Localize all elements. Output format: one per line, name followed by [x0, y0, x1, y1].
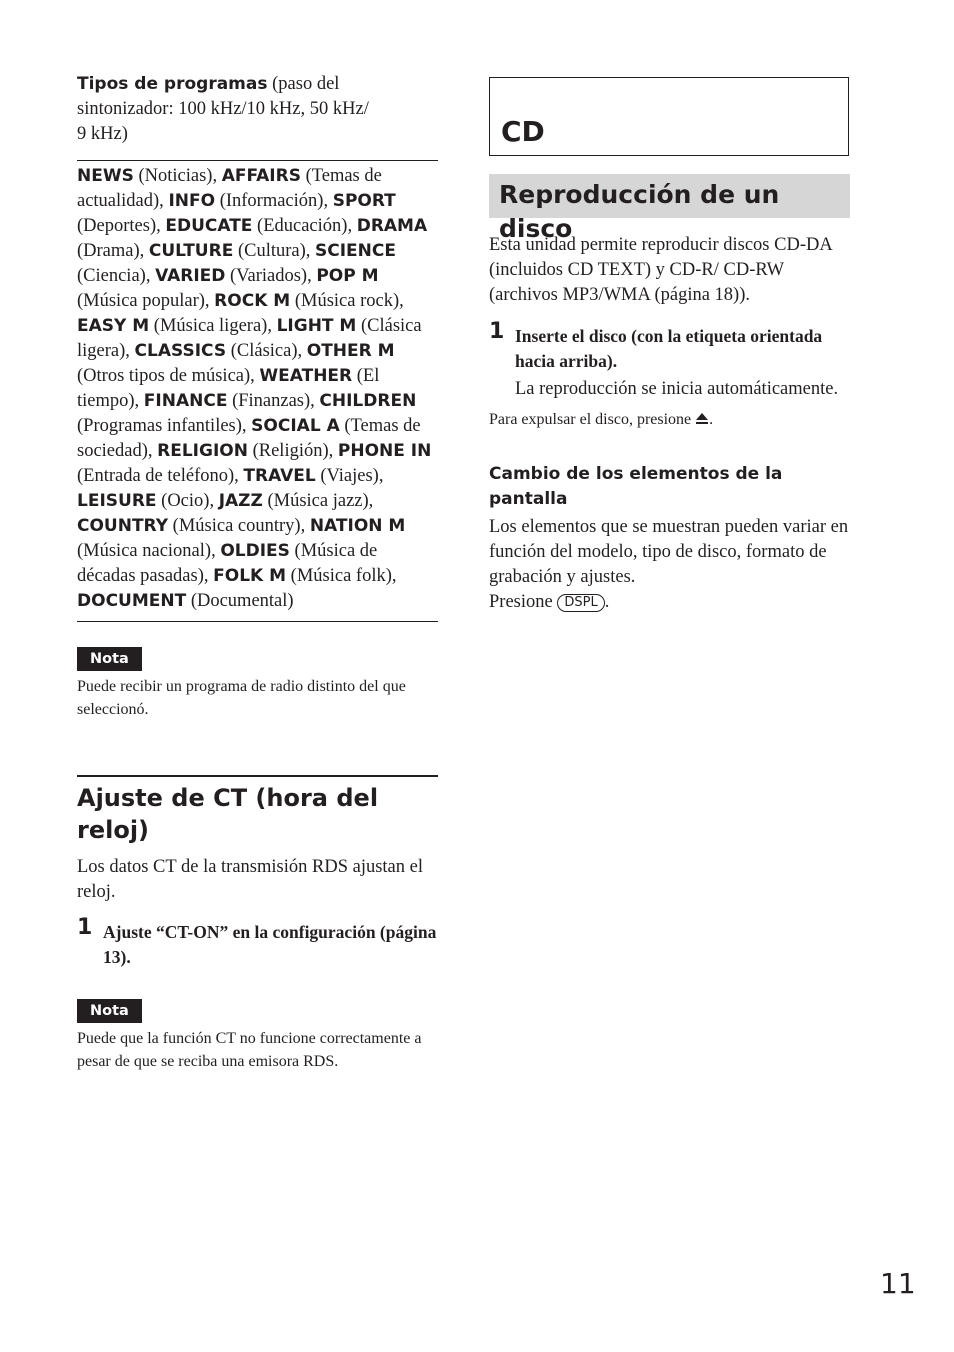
nota-block-2 [77, 999, 438, 1073]
program-type-name: COUNTRY [77, 516, 169, 536]
program-type-list [77, 161, 438, 621]
program-type-name: SPORT [332, 191, 396, 211]
program-type-description: (Música country), [168, 516, 310, 536]
right-column [489, 77, 851, 615]
step-number: 1 [77, 915, 93, 940]
program-type-name: EDUCATE [165, 216, 253, 236]
eject-note-end: . [709, 411, 714, 428]
tuner-step-values-end: 9 kHz) [77, 124, 128, 144]
program-type-name: RELIGION [157, 441, 248, 461]
program-type-name: TRAVEL [243, 466, 316, 486]
program-type-name: CHILDREN [319, 391, 417, 411]
program-type-name: SCIENCE [315, 241, 396, 261]
program-type-description: (Programas infantiles), [77, 416, 252, 436]
playback-intro: Esta unidad permite reproducir discos CD-DA (incluidos CD TEXT) y CD-R/ CD-RW (archivos MP3/WMA (página 18)). [489, 235, 832, 305]
program-type-name: EASY M [77, 316, 150, 336]
program-type-name: OTHER M [306, 341, 395, 361]
program-type-description: (Música ligera), [149, 316, 277, 336]
program-type-description: (Música rock), [290, 291, 404, 311]
program-type-description: (Drama), [77, 241, 149, 261]
program-type-name: POP M [316, 266, 379, 286]
program-types-heading: Tipos de programas [77, 74, 268, 94]
program-type-description: (Música folk), [286, 566, 397, 586]
ct-step-1 [77, 915, 438, 970]
left-column [77, 70, 438, 1073]
program-type-name: VARIED [155, 266, 226, 286]
playback-step-1 [489, 319, 851, 402]
nota-text: Puede recibir un programa de radio distinto del que seleccionó. [77, 678, 406, 718]
program-type-name: FINANCE [143, 391, 228, 411]
step-instruction: Ajuste “CT-ON” en la configuración (página 13). [103, 922, 437, 967]
section-band [489, 174, 850, 243]
dspl-key: DSPL [557, 594, 604, 612]
subsection-heading: Cambio de los elementos de la pantalla [489, 463, 783, 509]
ct-section [77, 775, 438, 970]
program-type-description: (Entrada de teléfono), [77, 466, 244, 486]
program-type-name: OLDIES [220, 541, 290, 561]
press-end: . [604, 591, 610, 612]
divider-bottom [77, 621, 438, 622]
program-type-name: JAZZ [218, 491, 263, 511]
eject-icon [695, 413, 709, 425]
program-type-name: CLASSICS [134, 341, 227, 361]
program-type-description: (Finanzas), [227, 391, 320, 411]
tuner-step-values: sintonizador: 100 kHz/10 kHz, 50 kHz/ [77, 99, 369, 119]
nota-label: Nota [77, 999, 142, 1023]
program-type-description: (Música popular), [77, 291, 215, 311]
program-type-description: (El tiempo), [77, 366, 380, 411]
section-title-playback: Reproducción de un disco [499, 180, 780, 243]
program-type-description: (Información), [215, 191, 333, 211]
program-type-name: AFFAIRS [221, 166, 301, 186]
program-type-description: (Ciencia), [77, 266, 156, 286]
program-type-name: CULTURE [148, 241, 234, 261]
eject-note-text: Para expulsar el disco, presione [489, 411, 696, 428]
program-type-description: (Clásica), [226, 341, 307, 361]
program-type-name: LIGHT M [276, 316, 357, 336]
program-type-name: DOCUMENT [77, 591, 187, 611]
display-press-line [489, 590, 851, 615]
program-type-description: (Temas de sociedad), [77, 416, 421, 461]
program-type-description: (Variados), [225, 266, 317, 286]
program-type-name: SOCIAL A [251, 416, 340, 436]
program-type-description: (Viajes), [315, 466, 384, 486]
program-type-description: (Educación), [252, 216, 357, 236]
ct-intro: Los datos CT de la transmisión RDS ajustan el reloj. [77, 857, 423, 902]
program-types-intro [77, 70, 438, 147]
program-type-description: (Ocio), [156, 491, 219, 511]
step-result: La reproducción se inicia automáticamente. [515, 379, 839, 399]
display-text: Los elementos que se muestran pueden variar en función del modelo, tipo de disco, formato de grabación y ajustes. [489, 516, 849, 587]
program-type-name: PHONE IN [337, 441, 432, 461]
display-section [489, 462, 851, 615]
page-number: 11 [880, 1267, 916, 1300]
chapter-box [489, 77, 849, 156]
program-type-name: INFO [168, 191, 216, 211]
program-type-name: ROCK M [214, 291, 291, 311]
press-text: Presione [489, 591, 558, 612]
nota-text: Puede que la función CT no funcione correctamente a pesar de que se reciba una emisora RDS. [77, 1030, 422, 1070]
program-type-name: NATION M [309, 516, 406, 536]
section-title-ct: Ajuste de CT (hora del reloj) [77, 775, 438, 846]
tuner-step-label: (paso del [267, 74, 340, 94]
program-type-name: NEWS [77, 166, 134, 186]
program-type-description: (Noticias), [133, 166, 222, 186]
program-type-description: (Religión), [247, 441, 338, 461]
program-type-description: (Música nacional), [77, 541, 221, 561]
program-type-description: (Música de décadas pasadas), [77, 541, 378, 586]
program-type-name: WEATHER [259, 366, 353, 386]
program-type-description: (Temas de actualidad), [77, 166, 382, 211]
step-instruction: Inserte el disco (con la etiqueta orientada hacia arriba). [515, 326, 823, 371]
program-type-name: LEISURE [77, 491, 157, 511]
program-type-description: (Música jazz), [262, 491, 374, 511]
program-type-description: (Cultura), [233, 241, 315, 261]
nota-label: Nota [77, 647, 142, 671]
program-type-name: DRAMA [356, 216, 428, 236]
program-type-name: FOLK M [213, 566, 287, 586]
program-type-description: (Deportes), [77, 216, 166, 236]
program-type-description: (Documental) [186, 591, 294, 611]
chapter-title: CD [501, 115, 545, 148]
step-number: 1 [489, 319, 505, 344]
program-type-description: (Clásica ligera), [77, 316, 422, 361]
nota-block-1 [77, 647, 438, 721]
program-type-description: (Otros tipos de música), [77, 366, 260, 386]
eject-note [489, 409, 851, 432]
